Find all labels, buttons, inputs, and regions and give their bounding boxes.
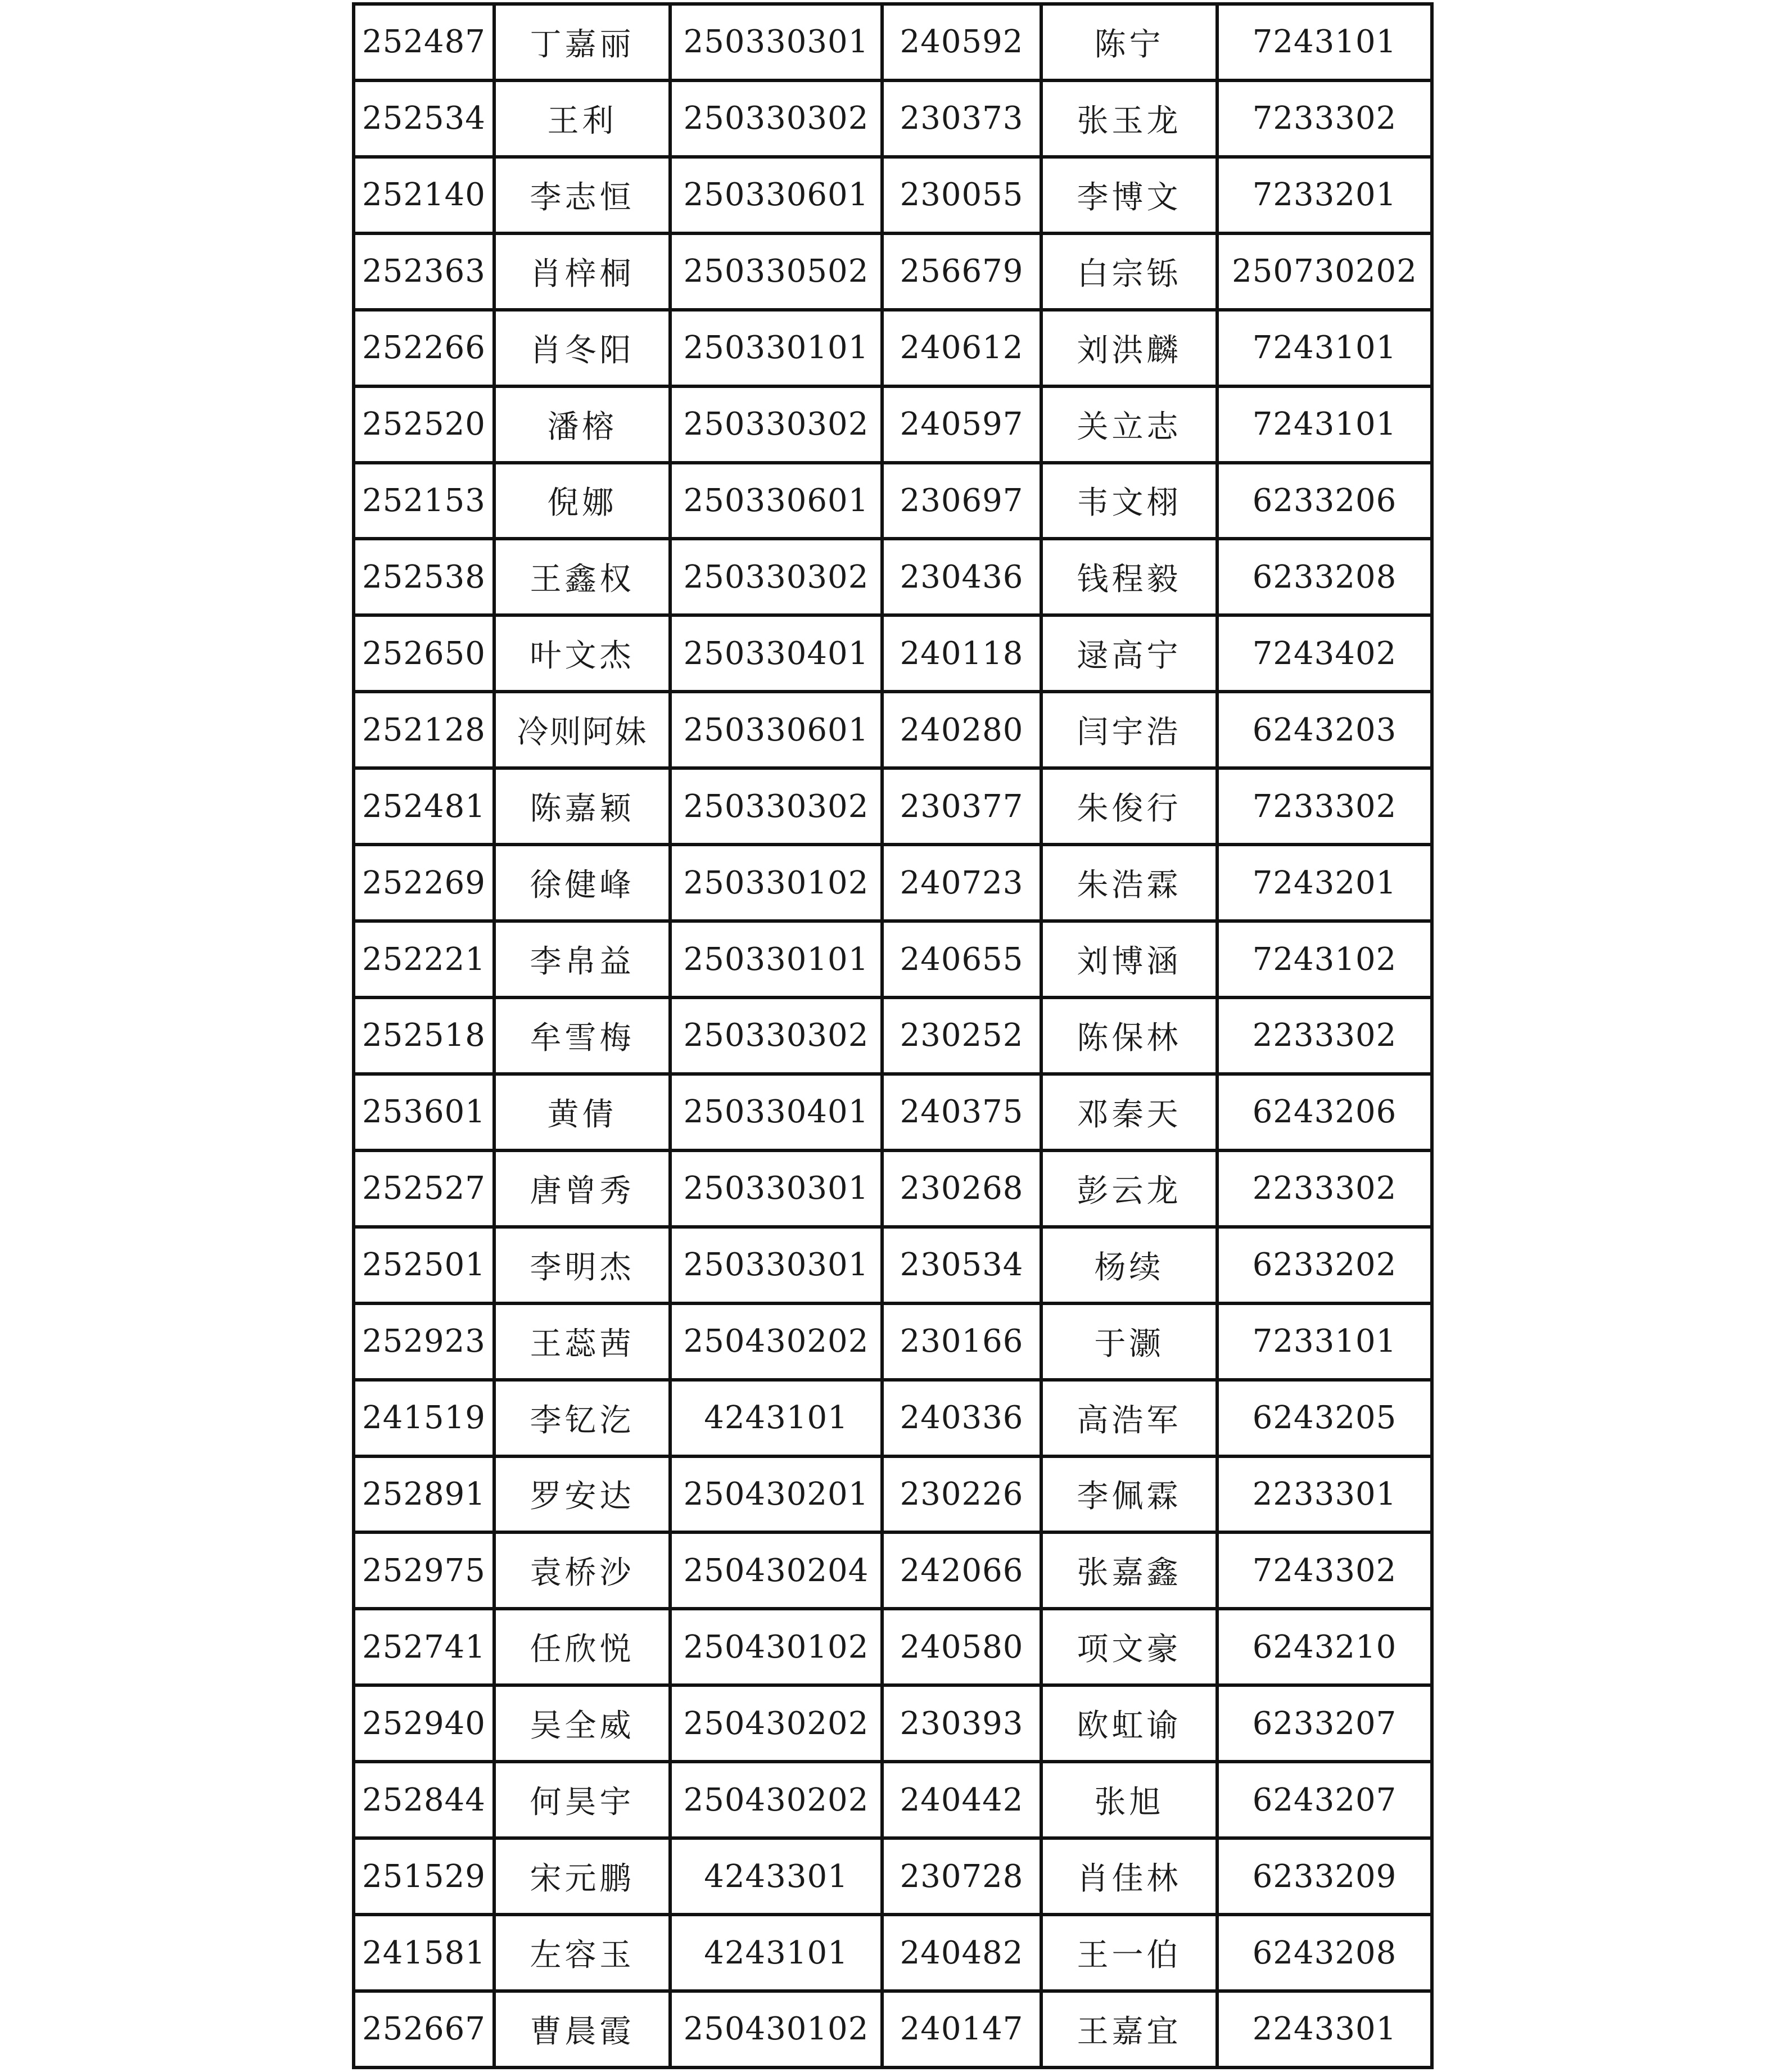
cell-class-b: 7243101 [1217,310,1432,386]
cell-id-a: 252891 [354,1456,494,1533]
cell-id-a: 252527 [354,1150,494,1227]
table-row [354,1685,1432,1762]
cell-id-b: 230436 [882,539,1041,615]
cell-id-b: 240442 [882,1762,1041,1838]
cell-class-b: 7243101 [1217,386,1432,463]
cell-class-b: 250730202 [1217,233,1432,310]
cell-name-a: 肖梓桐 [494,233,670,310]
table-row [354,1532,1432,1609]
table-row [354,921,1432,997]
cell-class-a: 250430102 [670,1609,882,1685]
cell-name-a: 宋元鹏 [494,1838,670,1915]
cell-class-b: 6233206 [1217,463,1432,539]
cell-id-a: 252266 [354,310,494,386]
cell-id-b: 230377 [882,768,1041,845]
cell-id-a: 252667 [354,1991,494,2068]
table-row [354,80,1432,157]
cell-class-a: 250330302 [670,386,882,463]
cell-id-a: 252518 [354,997,494,1074]
cell-name-a: 肖冬阳 [494,310,670,386]
cell-name-a: 倪娜 [494,463,670,539]
cell-class-b: 6243207 [1217,1762,1432,1838]
cell-name-b: 刘博涵 [1041,921,1217,997]
roster-table [352,2,1434,2069]
cell-name-b: 张玉龙 [1041,80,1217,157]
cell-name-a: 潘榕 [494,386,670,463]
cell-name-a: 李志恒 [494,157,670,233]
cell-name-a: 冷则阿妹 [494,692,670,768]
cell-id-b: 240723 [882,845,1041,921]
cell-class-a: 250430202 [670,1762,882,1838]
cell-class-b: 6243205 [1217,1380,1432,1456]
cell-id-b: 242066 [882,1532,1041,1609]
cell-name-a: 何昊宇 [494,1762,670,1838]
cell-id-b: 240147 [882,1991,1041,2068]
cell-id-a: 252923 [354,1303,494,1380]
cell-class-a: 250430102 [670,1991,882,2068]
cell-id-a: 252650 [354,615,494,692]
table-row [354,1609,1432,1685]
table-row [354,4,1432,80]
cell-name-b: 肖佳林 [1041,1838,1217,1915]
cell-name-a: 李帛益 [494,921,670,997]
cell-id-b: 230393 [882,1685,1041,1762]
cell-class-a: 250430201 [670,1456,882,1533]
cell-class-a: 250330302 [670,80,882,157]
cell-name-b: 王嘉宜 [1041,1991,1217,2068]
cell-id-b: 230252 [882,997,1041,1074]
cell-id-a: 252269 [354,845,494,921]
table-row [354,1380,1432,1456]
cell-id-b: 230728 [882,1838,1041,1915]
cell-class-b: 6233209 [1217,1838,1432,1915]
cell-name-a: 丁嘉丽 [494,4,670,80]
cell-class-a: 250330301 [670,1150,882,1227]
cell-class-b: 6233207 [1217,1685,1432,1762]
table-row [354,157,1432,233]
cell-class-b: 7243101 [1217,4,1432,80]
cell-id-a: 252520 [354,386,494,463]
cell-class-b: 7233302 [1217,80,1432,157]
cell-class-b: 7233201 [1217,157,1432,233]
cell-name-b: 于灏 [1041,1303,1217,1380]
cell-name-b: 李博文 [1041,157,1217,233]
cell-id-a: 253601 [354,1074,494,1150]
cell-class-a: 250330301 [670,1227,882,1303]
cell-name-a: 唐曾秀 [494,1150,670,1227]
cell-id-a: 252221 [354,921,494,997]
cell-class-a: 250330102 [670,845,882,921]
cell-id-b: 240280 [882,692,1041,768]
table-row [354,1838,1432,1915]
table-row [354,1915,1432,1991]
cell-name-b: 逯高宁 [1041,615,1217,692]
cell-class-a: 250330101 [670,310,882,386]
cell-id-a: 252741 [354,1609,494,1685]
table-row [354,615,1432,692]
cell-name-a: 李钇汔 [494,1380,670,1456]
table-row [354,463,1432,539]
cell-name-b: 彭云龙 [1041,1150,1217,1227]
cell-name-b: 高浩军 [1041,1380,1217,1456]
cell-name-b: 张嘉鑫 [1041,1532,1217,1609]
cell-class-b: 6243210 [1217,1609,1432,1685]
table-row [354,1762,1432,1838]
cell-id-b: 240597 [882,386,1041,463]
cell-class-a: 250430204 [670,1532,882,1609]
cell-name-a: 曹晨霞 [494,1991,670,2068]
cell-name-a: 王鑫权 [494,539,670,615]
cell-class-b: 2233301 [1217,1456,1432,1533]
table-row [354,845,1432,921]
cell-id-a: 252363 [354,233,494,310]
cell-name-a: 左容玉 [494,1915,670,1991]
cell-class-a: 250430202 [670,1685,882,1762]
cell-class-a: 250330302 [670,997,882,1074]
table-row [354,1303,1432,1380]
cell-class-b: 6243208 [1217,1915,1432,1991]
table-row [354,1074,1432,1150]
table-row [354,768,1432,845]
cell-name-a: 袁桥沙 [494,1532,670,1609]
cell-id-a: 252487 [354,4,494,80]
cell-id-b: 240336 [882,1380,1041,1456]
cell-id-b: 240612 [882,310,1041,386]
cell-id-b: 230226 [882,1456,1041,1533]
cell-id-a: 251529 [354,1838,494,1915]
table-row [354,310,1432,386]
cell-class-b: 7243102 [1217,921,1432,997]
cell-class-b: 7243302 [1217,1532,1432,1609]
cell-id-b: 240580 [882,1609,1041,1685]
cell-class-a: 4243101 [670,1915,882,1991]
table-row [354,1456,1432,1533]
cell-id-b: 240375 [882,1074,1041,1150]
cell-class-a: 250330502 [670,233,882,310]
cell-class-a: 250330302 [670,539,882,615]
cell-id-b: 230534 [882,1227,1041,1303]
table-row [354,1227,1432,1303]
cell-name-b: 韦文栩 [1041,463,1217,539]
cell-id-b: 240592 [882,4,1041,80]
roster-table-body [354,4,1432,2068]
cell-class-b: 7243402 [1217,615,1432,692]
cell-name-b: 钱程毅 [1041,539,1217,615]
cell-name-a: 徐健峰 [494,845,670,921]
cell-class-a: 4243101 [670,1380,882,1456]
cell-class-a: 250330101 [670,921,882,997]
cell-class-b: 2243301 [1217,1991,1432,2068]
cell-name-b: 刘洪麟 [1041,310,1217,386]
cell-class-a: 250330302 [670,768,882,845]
cell-name-b: 王一伯 [1041,1915,1217,1991]
table-row [354,539,1432,615]
cell-class-b: 6233208 [1217,539,1432,615]
table-row [354,233,1432,310]
cell-class-a: 250330601 [670,157,882,233]
cell-class-b: 7243201 [1217,845,1432,921]
cell-name-b: 陈宁 [1041,4,1217,80]
cell-name-b: 杨续 [1041,1227,1217,1303]
cell-class-b: 6243203 [1217,692,1432,768]
cell-id-b: 230055 [882,157,1041,233]
cell-name-b: 陈保林 [1041,997,1217,1074]
table-row [354,1991,1432,2068]
cell-id-b: 240482 [882,1915,1041,1991]
cell-class-a: 250330301 [670,4,882,80]
cell-class-a: 4243301 [670,1838,882,1915]
cell-id-a: 252538 [354,539,494,615]
cell-name-a: 任欣悦 [494,1609,670,1685]
cell-id-b: 240118 [882,615,1041,692]
cell-id-b: 240655 [882,921,1041,997]
cell-name-a: 王利 [494,80,670,157]
table-row [354,692,1432,768]
cell-id-b: 230268 [882,1150,1041,1227]
cell-class-a: 250330601 [670,463,882,539]
cell-name-b: 白宗铄 [1041,233,1217,310]
cell-name-a: 黄倩 [494,1074,670,1150]
cell-id-a: 252940 [354,1685,494,1762]
cell-id-b: 230166 [882,1303,1041,1380]
cell-name-b: 邓秦天 [1041,1074,1217,1150]
cell-id-a: 252481 [354,768,494,845]
cell-name-a: 王蕊茜 [494,1303,670,1380]
cell-id-a: 252128 [354,692,494,768]
cell-name-b: 朱浩霖 [1041,845,1217,921]
cell-id-a: 252153 [354,463,494,539]
cell-name-b: 欧虹谕 [1041,1685,1217,1762]
cell-class-a: 250330401 [670,615,882,692]
cell-id-a: 241581 [354,1915,494,1991]
cell-name-a: 李明杰 [494,1227,670,1303]
cell-name-a: 叶文杰 [494,615,670,692]
cell-id-b: 256679 [882,233,1041,310]
cell-class-a: 250330401 [670,1074,882,1150]
table-row [354,386,1432,463]
cell-id-a: 252501 [354,1227,494,1303]
cell-name-b: 闫宇浩 [1041,692,1217,768]
cell-name-b: 李佩霖 [1041,1456,1217,1533]
cell-class-b: 2233302 [1217,1150,1432,1227]
cell-id-a: 252140 [354,157,494,233]
cell-class-b: 7233101 [1217,1303,1432,1380]
cell-class-a: 250330601 [670,692,882,768]
cell-id-b: 230373 [882,80,1041,157]
cell-id-a: 241519 [354,1380,494,1456]
cell-class-b: 6243206 [1217,1074,1432,1150]
cell-id-a: 252844 [354,1762,494,1838]
cell-id-a: 252534 [354,80,494,157]
table-row [354,997,1432,1074]
cell-name-a: 罗安达 [494,1456,670,1533]
table-row [354,1150,1432,1227]
cell-name-b: 项文豪 [1041,1609,1217,1685]
cell-id-a: 252975 [354,1532,494,1609]
cell-name-b: 张旭 [1041,1762,1217,1838]
cell-id-b: 230697 [882,463,1041,539]
cell-class-b: 6233202 [1217,1227,1432,1303]
cell-name-a: 陈嘉颖 [494,768,670,845]
cell-class-a: 250430202 [670,1303,882,1380]
cell-name-a: 牟雪梅 [494,997,670,1074]
cell-name-b: 关立志 [1041,386,1217,463]
cell-name-b: 朱俊行 [1041,768,1217,845]
cell-name-a: 吴全威 [494,1685,670,1762]
cell-class-b: 7233302 [1217,768,1432,845]
cell-class-b: 2233302 [1217,997,1432,1074]
